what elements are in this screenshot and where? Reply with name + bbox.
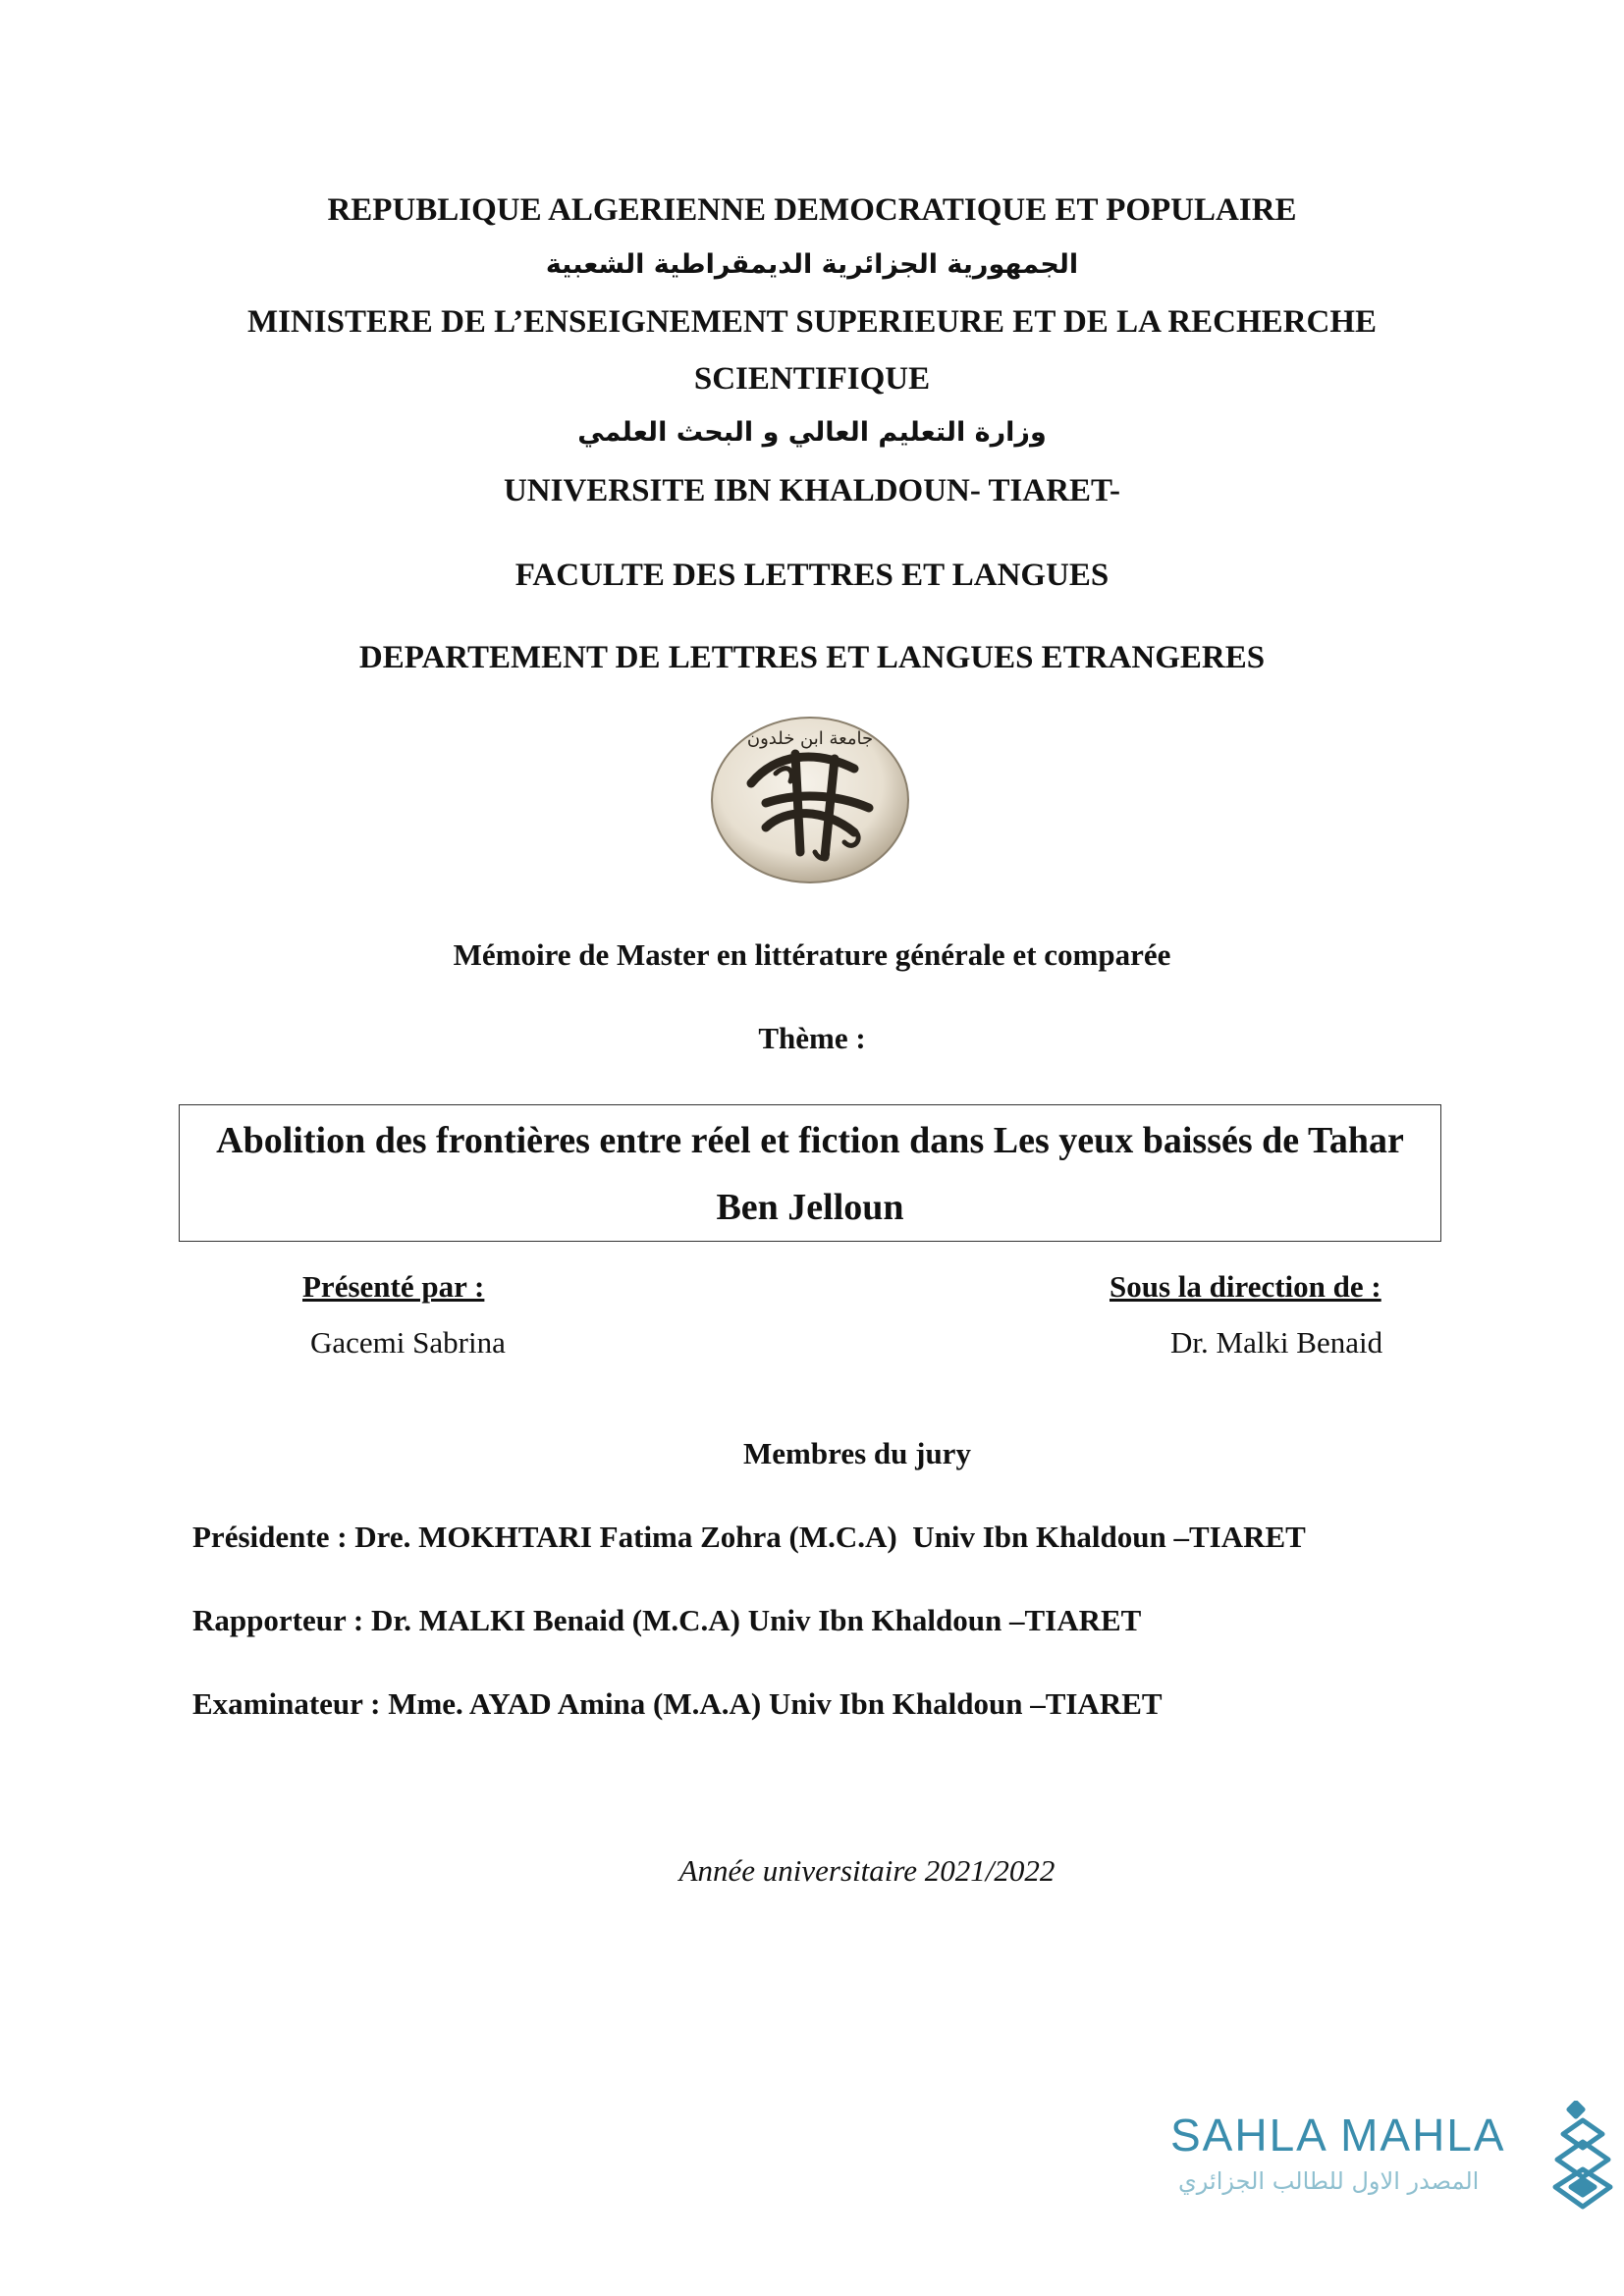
jury-member-president: Présidente : Dre. MOKHTARI Fatima Zohra (M.C.A) Univ Ibn Khaldoun –TIARET [192, 1520, 1306, 1554]
direction-name: Dr. Malki Benaid [1170, 1325, 1383, 1360]
jury-member-rapporteur: Rapporteur : Dr. MALKI Benaid (M.C.A) Univ Ibn Khaldoun –TIARET [192, 1603, 1142, 1637]
ministry-ar: وزارة التعليم العالي و البحث العلمي [577, 417, 1047, 448]
logo-text: جامعة ابن خلدون [746, 728, 874, 749]
university: UNIVERSITE IBN KHALDOUN- TIARET- [503, 473, 1121, 508]
republic-ar: الجمهورية الجزائرية الديمقراطية الشعبية [545, 249, 1079, 280]
ministry-line2: SCIENTIFIQUE [693, 361, 931, 397]
memoir-type: Mémoire de Master en littérature générale et comparée [453, 937, 1171, 972]
sahla-mahla-logo-icon [1549, 2101, 1616, 2218]
presented-by-label: Présenté par : [302, 1269, 485, 1304]
presented-by-name: Gacemi Sabrina [310, 1325, 506, 1360]
department: DEPARTEMENT DE LETTRES ET LANGUES ETRANGERES [358, 640, 1266, 675]
watermark [1168, 2101, 1620, 2218]
university-logo-icon [707, 715, 913, 886]
watermark-title: SAHLA MAHLA [1170, 2109, 1506, 2161]
direction-label: Sous la direction de : [1110, 1269, 1381, 1304]
jury-member-examiner: Examinateur : Mme. AYAD Amina (M.A.A) Univ Ibn Khaldoun –TIARET [192, 1686, 1163, 1721]
theme-title-box [179, 1104, 1441, 1242]
theme-title-line2: Ben Jelloun [716, 1187, 904, 1228]
theme-title-line1: Abolition des frontières entre réel et fiction dans Les yeux baissés de Tahar [216, 1120, 1404, 1161]
ministry-line1: MINISTERE DE L’ENSEIGNEMENT SUPERIEURE ET DE LA RECHERCHE [246, 304, 1378, 340]
faculty: FACULTE DES LETTRES ET LANGUES [514, 558, 1110, 593]
republic-fr: REPUBLIQUE ALGERIENNE DEMOCRATIQUE ET POPULAIRE [327, 192, 1297, 228]
jury-title: Membres du jury [743, 1436, 971, 1470]
watermark-subtitle: المصدر الاول للطالب الجزائري [1178, 2167, 1480, 2195]
academic-year: Année universitaire 2021/2022 [678, 1853, 1056, 1888]
theme-label: Thème : [758, 1021, 866, 1055]
